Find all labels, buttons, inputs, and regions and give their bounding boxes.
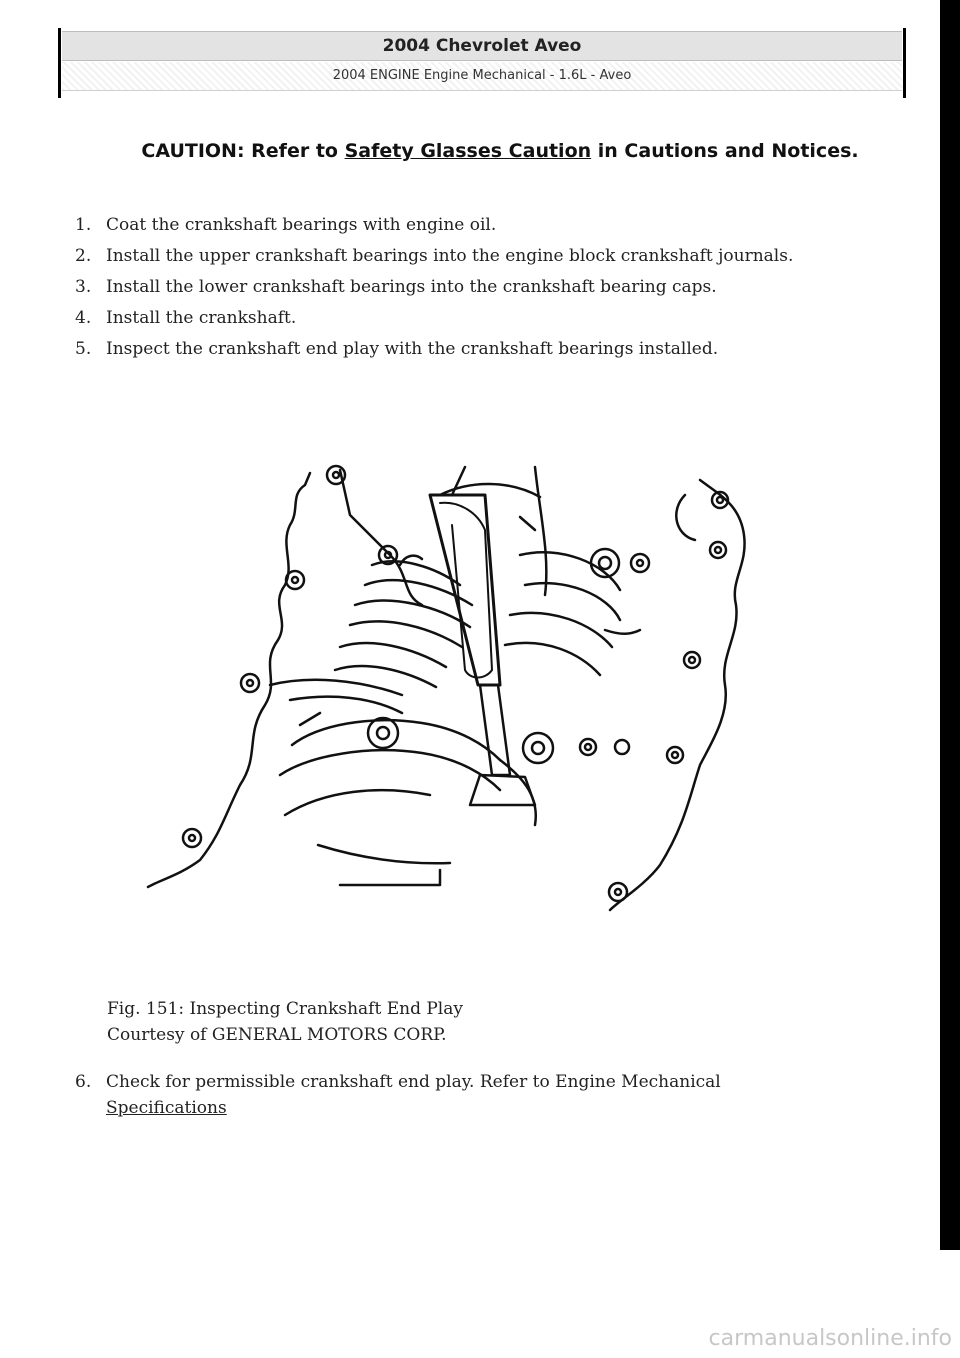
step-item bbox=[75, 244, 915, 275]
step-text: Install the crankshaft. bbox=[106, 308, 297, 328]
step-text: Install the lower crankshaft bearings into the crankshaft bearing caps. bbox=[106, 277, 717, 297]
step-text: Coat the crankshaft bearings with engine oil. bbox=[106, 215, 497, 235]
figure-courtesy: Courtesy of GENERAL MOTORS CORP. bbox=[107, 1025, 447, 1045]
step-number: 1. bbox=[75, 215, 92, 235]
doc-title: 2004 Chevrolet Aveo bbox=[62, 31, 902, 61]
step-item bbox=[75, 337, 915, 368]
step-text: Inspect the crankshaft end play with the crankshaft bearings installed. bbox=[106, 339, 719, 359]
engine-mechanical-specifications-link[interactable]: Specifications bbox=[106, 1098, 227, 1118]
doc-subtitle: 2004 ENGINE Engine Mechanical - 1.6L - Aveo bbox=[62, 62, 902, 91]
safety-glasses-caution-link[interactable]: Safety Glasses Caution bbox=[344, 140, 592, 162]
step-item bbox=[75, 1069, 895, 1121]
crankshaft-end-play-illustration bbox=[140, 455, 760, 930]
step-item bbox=[75, 213, 915, 244]
figure-title: Fig. 151: Inspecting Crankshaft End Play bbox=[107, 999, 463, 1019]
step-number: 5. bbox=[75, 339, 92, 359]
caution-prefix: CAUTION: Refer to bbox=[141, 140, 345, 162]
header-right-rule bbox=[903, 28, 906, 98]
step-number: 4. bbox=[75, 308, 92, 328]
step-body bbox=[106, 1069, 721, 1121]
step-text: Check for permissible crankshaft end play. Refer to Engine Mechanical bbox=[106, 1072, 721, 1092]
caution-suffix: in Cautions and Notices. bbox=[591, 140, 859, 162]
step-number: 2. bbox=[75, 246, 92, 266]
step-number: 6. bbox=[75, 1072, 92, 1092]
page-edge-bar bbox=[940, 0, 960, 1250]
step-item bbox=[75, 275, 915, 306]
figure-caption bbox=[107, 996, 807, 1048]
watermark-text: carmanualsonline.info bbox=[708, 1326, 952, 1351]
caution-notice bbox=[120, 138, 880, 164]
step-text: Install the upper crankshaft bearings into the engine block crankshaft journals. bbox=[106, 246, 794, 266]
header-left-rule bbox=[58, 28, 61, 98]
step-item bbox=[75, 306, 915, 337]
step-number: 3. bbox=[75, 277, 92, 297]
procedure-steps bbox=[75, 213, 915, 368]
